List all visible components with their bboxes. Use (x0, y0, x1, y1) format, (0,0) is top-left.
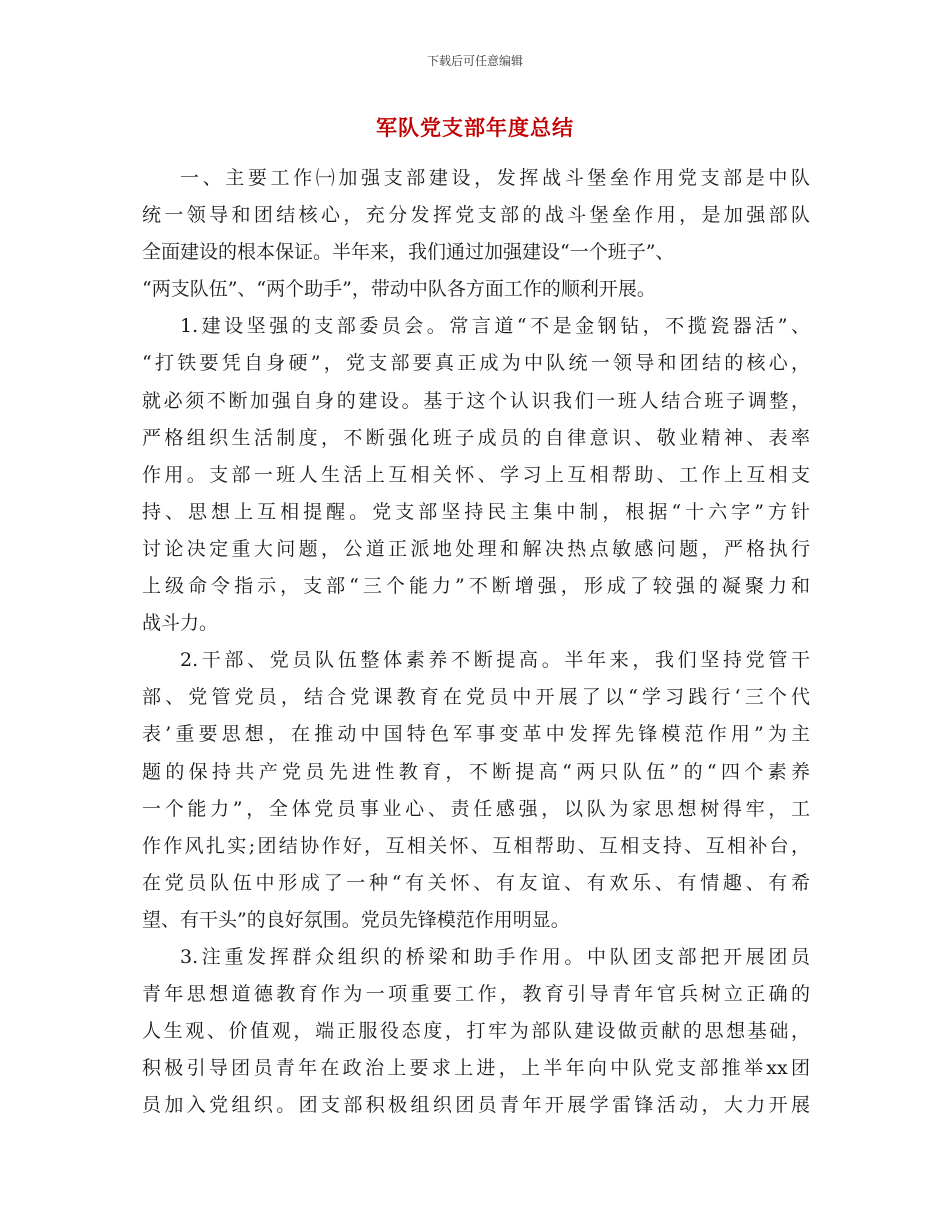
body-line: 一、主要工作㈠加强支部建设，发挥战斗堡垒作用党支部是中队 (180, 167, 810, 189)
document-title: 军队党支部年度总结 (376, 116, 574, 140)
body-line: 表’重要思想，在推动中国特色军事变革中发挥先锋模范作用”为主 (142, 723, 810, 746)
body-line: 青年思想道德教育作为一项重要工作，教育引导青年官兵树立正确的 (142, 983, 810, 1006)
body-line: 作作风扎实;团结协作好，互相关怀、互相帮助、互相支持、互相补台， (142, 834, 810, 857)
body-line: 持、思想上互相提醒。党支部坚持民主集中制，根据“十六字”方针 (142, 500, 810, 523)
body-line: 望、有干头”的良好氛围。党员先锋模范作用明显。 (142, 908, 570, 931)
body-line: 1.建设坚强的支部委员会。常言道“不是金钢钻，不揽瓷器活”、 (180, 315, 810, 338)
body-line: 讨论决定重大问题，公道正派地处理和解决热点敏感问题，严格执行 (142, 537, 810, 560)
body-line: 人生观、价值观，端正服役态度，打牢为部队建设做贡献的思想基础， (142, 1020, 810, 1043)
body-line: 3.注重发挥群众组织的桥梁和助手作用。中队团支部把开展团员 (180, 945, 810, 968)
body-line: 一个能力”，全体党员事业心、责任感强，以队为家思想树得牢，工 (142, 797, 810, 820)
body-line: “两支队伍”、“两个助手”，带动中队各方面工作的顺利开展。 (142, 278, 656, 301)
body-line: 全面建设的根本保证。半年来，我们通过加强建设“一个班子”、 (142, 241, 675, 264)
body-line: 上级命令指示，支部“三个能力”不断增强，形成了较强的凝聚力和 (142, 575, 810, 598)
body-line: 统一领导和团结核心，充分发挥党支部的战斗堡垒作用，是加强部队 (142, 204, 810, 227)
body-line: 积极引导团员青年在政治上要求上进，上半年向中队党支部推举xx团 (142, 1057, 810, 1080)
body-line: 2.干部、党员队伍整体素养不断提高。半年来，我们坚持党管干 (180, 649, 810, 672)
body-line: 员加入党组织。团支部积极组织团员青年开展学雷锋活动，大力开展 (142, 1094, 810, 1117)
body-line: 题的保持共产党员先进性教育，不断提高“两只队伍”的“四个素养 (142, 760, 810, 783)
body-line: 部、党管党员，结合党课教育在党员中开展了以“学习践行‘三个代 (142, 686, 810, 709)
body-line: 战斗力。 (142, 612, 219, 635)
body-line: “打铁要凭自身硬”，党支部要真正成为中队统一领导和团结的核心， (142, 352, 810, 375)
document-body (142, 160, 810, 1124)
body-line: 就必须不断加强自身的建设。基于这个认识我们一班人结合班子调整， (142, 389, 810, 412)
header-note: 下载后可任意编辑 (426, 54, 523, 68)
body-line: 作用。支部一班人生活上互相关怀、学习上互相帮助、工作上互相支 (142, 463, 810, 486)
body-line: 在党员队伍中形成了一种“有关怀、有友谊、有欢乐、有情趣、有希 (142, 871, 810, 894)
body-line: 严格组织生活制度，不断强化班子成员的自律意识、敬业精神、表率 (142, 426, 810, 449)
